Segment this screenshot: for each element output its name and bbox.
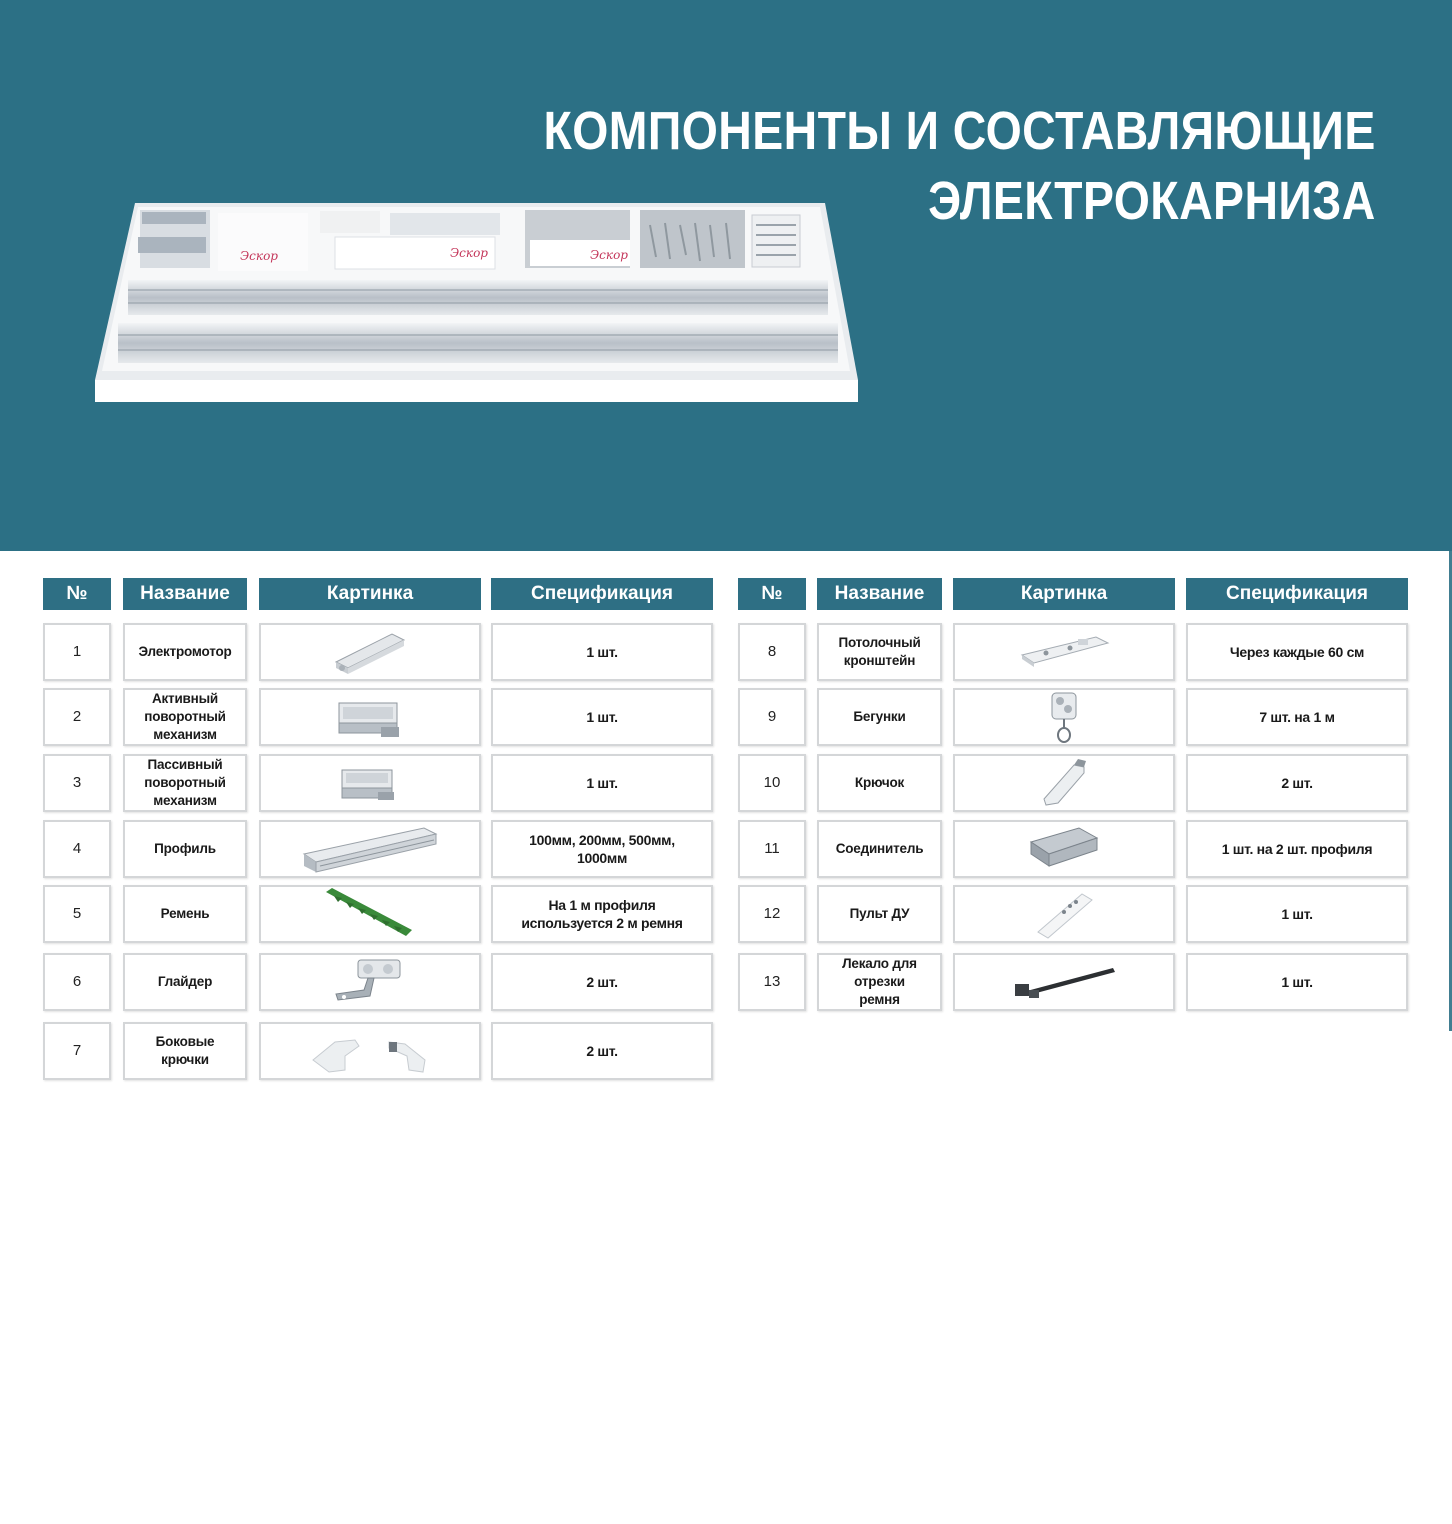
row-number: 3 bbox=[43, 754, 111, 812]
component-picture bbox=[259, 1022, 481, 1080]
component-name: Пульт ДУ bbox=[817, 885, 942, 943]
component-spec: 1 шт. bbox=[1186, 885, 1408, 943]
title-line-2: ЭЛЕКТРОКАРНИЗА bbox=[928, 171, 1376, 231]
component-spec: 1 шт. bbox=[491, 754, 713, 812]
row-number: 7 bbox=[43, 1022, 111, 1080]
component-picture bbox=[259, 885, 481, 943]
component-picture bbox=[953, 688, 1175, 746]
row-number: 11 bbox=[738, 820, 806, 878]
svg-text:Эскор: Эскор bbox=[240, 249, 278, 263]
component-name: Глайдер bbox=[123, 953, 247, 1011]
header-name-right: Название bbox=[817, 578, 942, 610]
header-picture-left: Картинка bbox=[259, 578, 481, 610]
component-spec: 1 шт. bbox=[491, 688, 713, 746]
component-spec: 2 шт. bbox=[491, 953, 713, 1011]
remote-control-icon bbox=[1032, 888, 1096, 940]
row-number: 5 bbox=[43, 885, 111, 943]
component-picture bbox=[953, 623, 1175, 681]
component-name: Активный поворотный механизм bbox=[123, 688, 247, 746]
component-name: Ремень bbox=[123, 885, 247, 943]
component-picture bbox=[259, 754, 481, 812]
profile-icon bbox=[300, 824, 440, 874]
component-picture bbox=[953, 820, 1175, 878]
motor-icon bbox=[330, 628, 410, 676]
header-num-left: № bbox=[43, 578, 111, 610]
ceiling-bracket-icon bbox=[1016, 631, 1112, 673]
svg-text:Эскор: Эскор bbox=[450, 246, 488, 260]
row-number: 1 bbox=[43, 623, 111, 681]
runner-icon bbox=[1044, 689, 1084, 745]
hook-icon bbox=[1034, 757, 1094, 809]
component-picture bbox=[259, 688, 481, 746]
connector-icon bbox=[1027, 824, 1101, 874]
kit-box-illustration bbox=[90, 195, 870, 410]
row-number: 2 bbox=[43, 688, 111, 746]
row-number: 8 bbox=[738, 623, 806, 681]
component-picture bbox=[259, 953, 481, 1011]
row-number: 9 bbox=[738, 688, 806, 746]
component-name: Потолочный кронштейн bbox=[817, 623, 942, 681]
row-number: 12 bbox=[738, 885, 806, 943]
belt-icon bbox=[322, 886, 418, 942]
component-picture bbox=[953, 754, 1175, 812]
component-spec: 100мм, 200мм, 500мм, 1000мм bbox=[491, 820, 713, 878]
component-picture bbox=[259, 623, 481, 681]
header-picture-right: Картинка bbox=[953, 578, 1175, 610]
header-name-left: Название bbox=[123, 578, 247, 610]
component-name: Соединитель bbox=[817, 820, 942, 878]
active-mechanism-icon bbox=[333, 693, 407, 741]
title-line-1: КОМПОНЕНТЫ И СОСТАВЛЯЮЩИЕ bbox=[543, 101, 1376, 161]
component-spec: 2 шт. bbox=[491, 1022, 713, 1080]
component-picture bbox=[953, 885, 1175, 943]
component-name: Крючок bbox=[817, 754, 942, 812]
component-spec: На 1 м профиля используется 2 м ремня bbox=[491, 885, 713, 943]
component-spec: 1 шт. bbox=[1186, 953, 1408, 1011]
svg-text:Эскор: Эскор bbox=[590, 248, 628, 262]
row-number: 6 bbox=[43, 953, 111, 1011]
component-spec: 7 шт. на 1 м bbox=[1186, 688, 1408, 746]
component-spec: Через каждые 60 см bbox=[1186, 623, 1408, 681]
belt-template-icon bbox=[1009, 962, 1119, 1002]
side-hooks-icon bbox=[305, 1026, 435, 1076]
component-name: Боковые крючки bbox=[123, 1022, 247, 1080]
header-spec-right: Спецификация bbox=[1186, 578, 1408, 610]
component-name: Пассивный поворотный механизм bbox=[123, 754, 247, 812]
row-number: 10 bbox=[738, 754, 806, 812]
component-spec: 2 шт. bbox=[1186, 754, 1408, 812]
passive-mechanism-icon bbox=[336, 760, 404, 806]
component-spec: 1 шт. bbox=[491, 623, 713, 681]
header-num-right: № bbox=[738, 578, 806, 610]
glider-icon bbox=[330, 956, 410, 1008]
component-name: Профиль bbox=[123, 820, 247, 878]
component-name: Бегунки bbox=[817, 688, 942, 746]
row-number: 13 bbox=[738, 953, 806, 1011]
header-spec-left: Спецификация bbox=[491, 578, 713, 610]
component-name: Электромотор bbox=[123, 623, 247, 681]
component-name: Лекало для отрезки ремня bbox=[817, 953, 942, 1011]
component-picture bbox=[259, 820, 481, 878]
component-picture bbox=[953, 953, 1175, 1011]
row-number: 4 bbox=[43, 820, 111, 878]
component-spec: 1 шт. на 2 шт. профиля bbox=[1186, 820, 1408, 878]
